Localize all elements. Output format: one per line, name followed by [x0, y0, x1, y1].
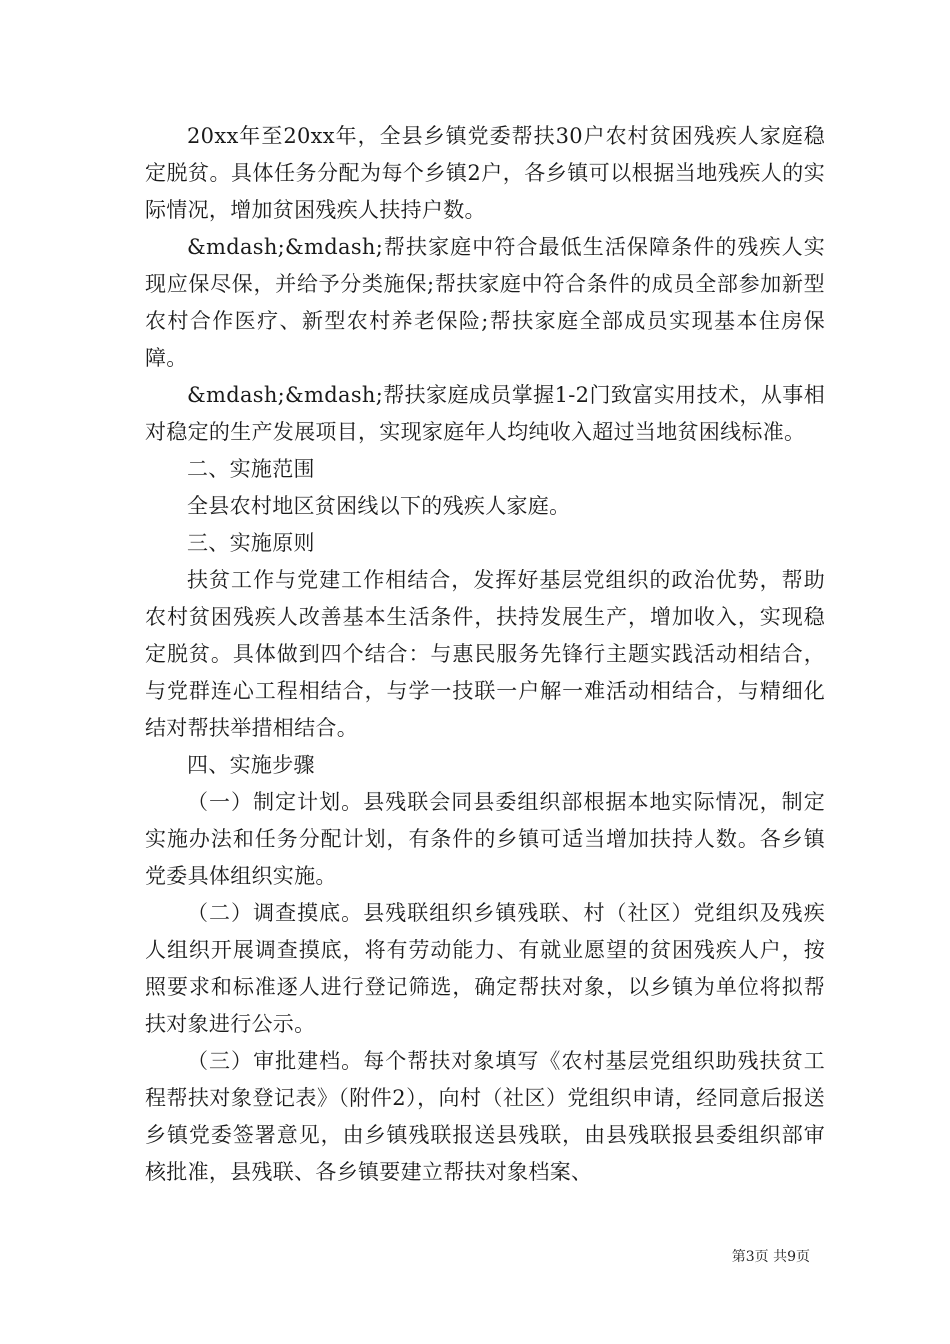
- heading-scope: 二、实施范围: [187, 457, 315, 481]
- paragraph-goal-households: 20xx年至20xx年，全县乡镇党委帮扶30户农村贫困残疾人家庭稳定脱贫。具体任务分配为每个乡镇2户，各乡镇可以根据当地残疾人的实际情况，增加贫困残疾人扶持户数。: [145, 124, 825, 222]
- paragraph-step-approval: （三）审批建档。每个帮扶对象填写《农村基层党组织助残扶贫工程帮扶对象登记表》（附件2），向村（社区）党组织申请，经同意后报送乡镇党委签署意见，由乡镇残联报送县残联，由县残联报县委组织部审核批准，县残联、各乡镇要建立帮扶对象档案、: [145, 1049, 825, 1184]
- paragraph-step-plan: （一）制定计划。县残联会同县委组织部根据本地实际情况，制定实施办法和任务分配计划，有条件的乡镇可适当增加扶持人数。各乡镇党委具体组织实施。: [145, 790, 825, 888]
- page-number-footer: 第3页 共9页: [731, 1249, 810, 1265]
- paragraph-scope: 全县农村地区贫困线以下的残疾人家庭。: [187, 494, 571, 518]
- paragraph-skills-income: &mdash;&mdash;帮扶家庭成员掌握1-2门致富实用技术，从事相对稳定的生产发展项目，实现家庭年人均纯收入超过当地贫困线标准。: [145, 383, 825, 444]
- heading-principles: 三、实施原则: [187, 531, 315, 555]
- paragraph-principles: 扶贫工作与党建工作相结合，发挥好基层党组织的政治优势，帮助农村贫困残疾人改善基本生活条件，扶持发展生产，增加收入，实现稳定脱贫。具体做到四个结合：与惠民服务先锋行主题实践活动相结合，与党群连心工程相结合，与学一技联一户解一难活动相结合，与精细化结对帮扶举措相结合。: [145, 568, 825, 740]
- paragraph-basic-security: &mdash;&mdash;帮扶家庭中符合最低生活保障条件的残疾人实现应保尽保，并给予分类施保;帮扶家庭中符合条件的成员全部参加新型农村合作医疗、新型农村养老保险;帮扶家庭全部成员实现基本住房保障。: [145, 235, 825, 370]
- document-body: [145, 118, 825, 1191]
- heading-steps: 四、实施步骤: [187, 753, 315, 777]
- paragraph-step-survey: （二）调查摸底。县残联组织乡镇残联、村（社区）党组织及残疾人组织开展调查摸底，将有劳动能力、有就业愿望的贫困残疾人户，按照要求和标准逐人进行登记筛选，确定帮扶对象，以乡镇为单位将拟帮扶对象进行公示。: [145, 901, 825, 1036]
